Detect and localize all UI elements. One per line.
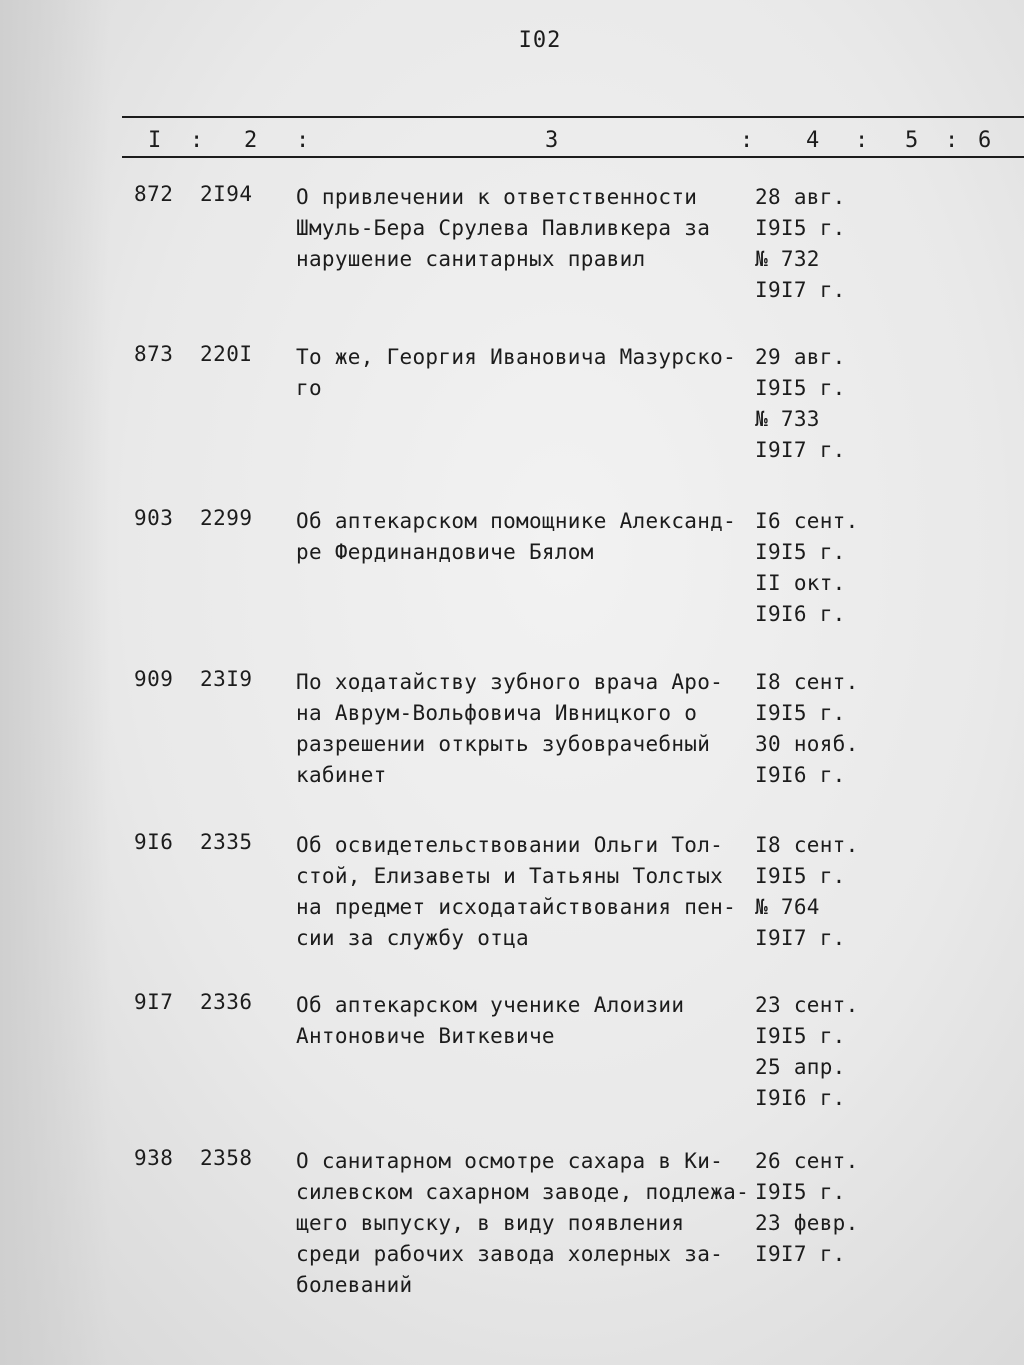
record-description — [296, 667, 756, 791]
record-dates — [755, 830, 895, 954]
date-line: I9I5 г. — [755, 216, 846, 240]
date-line: I9I5 г. — [755, 1024, 846, 1048]
column-separator: : — [740, 128, 756, 153]
date-line: № 764 — [755, 895, 820, 919]
page-number: I02 — [518, 28, 562, 53]
record-dates — [755, 1146, 895, 1270]
column-header-1: I — [148, 128, 164, 153]
date-line: II окт. — [755, 571, 846, 595]
description-line: нарушение санитарных правил — [296, 247, 646, 271]
header-rule-top — [122, 116, 1024, 118]
description-line: О санитарном осмотре сахара в Ки- — [296, 1149, 724, 1173]
record-dates — [755, 990, 895, 1114]
description-line: Об аптекарском ученике Алоизии — [296, 993, 685, 1017]
date-line: I9I7 г. — [755, 926, 846, 950]
record-dates — [755, 667, 895, 791]
record-description — [296, 1146, 756, 1301]
description-line: По ходатайству зубного врача Аро- — [296, 670, 724, 694]
description-line: болеваний — [296, 1273, 413, 1297]
date-line: I9I5 г. — [755, 1180, 846, 1204]
file-number: 2358 — [200, 1146, 253, 1170]
record-number: 938 — [134, 1146, 174, 1170]
date-line: 25 апр. — [755, 1055, 846, 1079]
record-number: 9I6 — [134, 830, 174, 854]
page-left-shadow — [0, 0, 110, 1365]
file-number: 220I — [200, 342, 253, 366]
column-separator: : — [855, 128, 871, 153]
description-line: кабинет — [296, 763, 387, 787]
date-line: I9I5 г. — [755, 540, 846, 564]
record-dates — [755, 342, 895, 466]
file-number: 2335 — [200, 830, 253, 854]
column-header-3: 3 — [545, 128, 561, 153]
description-line: на предмет исходатайствования пен- — [296, 895, 737, 919]
date-line: I9I7 г. — [755, 278, 846, 302]
date-line: 23 февр. — [755, 1211, 859, 1235]
record-description — [296, 342, 756, 404]
date-line: I9I7 г. — [755, 438, 846, 462]
description-line: щего выпуску, в виду появления — [296, 1211, 685, 1235]
description-line: среди рабочих завода холерных за- — [296, 1242, 724, 1266]
date-line: № 733 — [755, 407, 820, 431]
file-number: 2336 — [200, 990, 253, 1014]
description-line: го — [296, 376, 322, 400]
date-line: 30 нояб. — [755, 732, 859, 756]
date-line: 28 авг. — [755, 185, 846, 209]
description-line: Об аптекарском помощнике Александ- — [296, 509, 737, 533]
file-number: 2299 — [200, 506, 253, 530]
column-header-4: 4 — [806, 128, 822, 153]
date-line: I9I5 г. — [755, 701, 846, 725]
date-line: I9I5 г. — [755, 864, 846, 888]
record-description — [296, 506, 756, 568]
record-number: 873 — [134, 342, 174, 366]
column-header-6: 6 — [978, 128, 994, 153]
date-line: I9I7 г. — [755, 1242, 846, 1266]
description-line: Шмуль-Бера Срулева Павливкера за — [296, 216, 711, 240]
file-number: 2I94 — [200, 182, 253, 206]
description-line: Антоновиче Виткевиче — [296, 1024, 555, 1048]
date-line: 29 авг. — [755, 345, 846, 369]
description-line: То же, Георгия Ивановича Мазурско- — [296, 345, 737, 369]
description-line: на Аврум-Вольфовича Ивницкого о — [296, 701, 698, 725]
description-line: ре Фердинандовиче Бялом — [296, 540, 594, 564]
record-number: 9I7 — [134, 990, 174, 1014]
date-line: I9I6 г. — [755, 1086, 846, 1110]
date-line: I9I6 г. — [755, 602, 846, 626]
description-line: стой, Елизаветы и Татьяны Толстых — [296, 864, 724, 888]
record-description — [296, 990, 756, 1052]
file-number: 23I9 — [200, 667, 253, 691]
record-dates — [755, 506, 895, 630]
description-line: Об освидетельствовании Ольги Тол- — [296, 833, 724, 857]
description-line: О привлечении к ответственности — [296, 185, 698, 209]
date-line: 23 сент. — [755, 993, 859, 1017]
description-line: силевском сахарном заводе, подлежа- — [296, 1180, 750, 1204]
column-separator: : — [945, 128, 961, 153]
header-rule-bottom — [122, 156, 1024, 158]
date-line: № 732 — [755, 247, 820, 271]
date-line: I6 сент. — [755, 509, 859, 533]
column-separator: : — [296, 128, 312, 153]
record-number: 872 — [134, 182, 174, 206]
description-line: разрешении открыть зубоврачебный — [296, 732, 711, 756]
record-dates — [755, 182, 895, 306]
description-line: сии за службу отца — [296, 926, 529, 950]
record-description — [296, 830, 756, 954]
column-header-2: 2 — [244, 128, 260, 153]
column-separator: : — [190, 128, 206, 153]
date-line: I9I6 г. — [755, 763, 846, 787]
date-line: 26 сент. — [755, 1149, 859, 1173]
date-line: I8 сент. — [755, 670, 859, 694]
record-description — [296, 182, 756, 275]
record-number: 903 — [134, 506, 174, 530]
date-line: I9I5 г. — [755, 376, 846, 400]
record-number: 909 — [134, 667, 174, 691]
column-header-5: 5 — [905, 128, 921, 153]
date-line: I8 сент. — [755, 833, 859, 857]
